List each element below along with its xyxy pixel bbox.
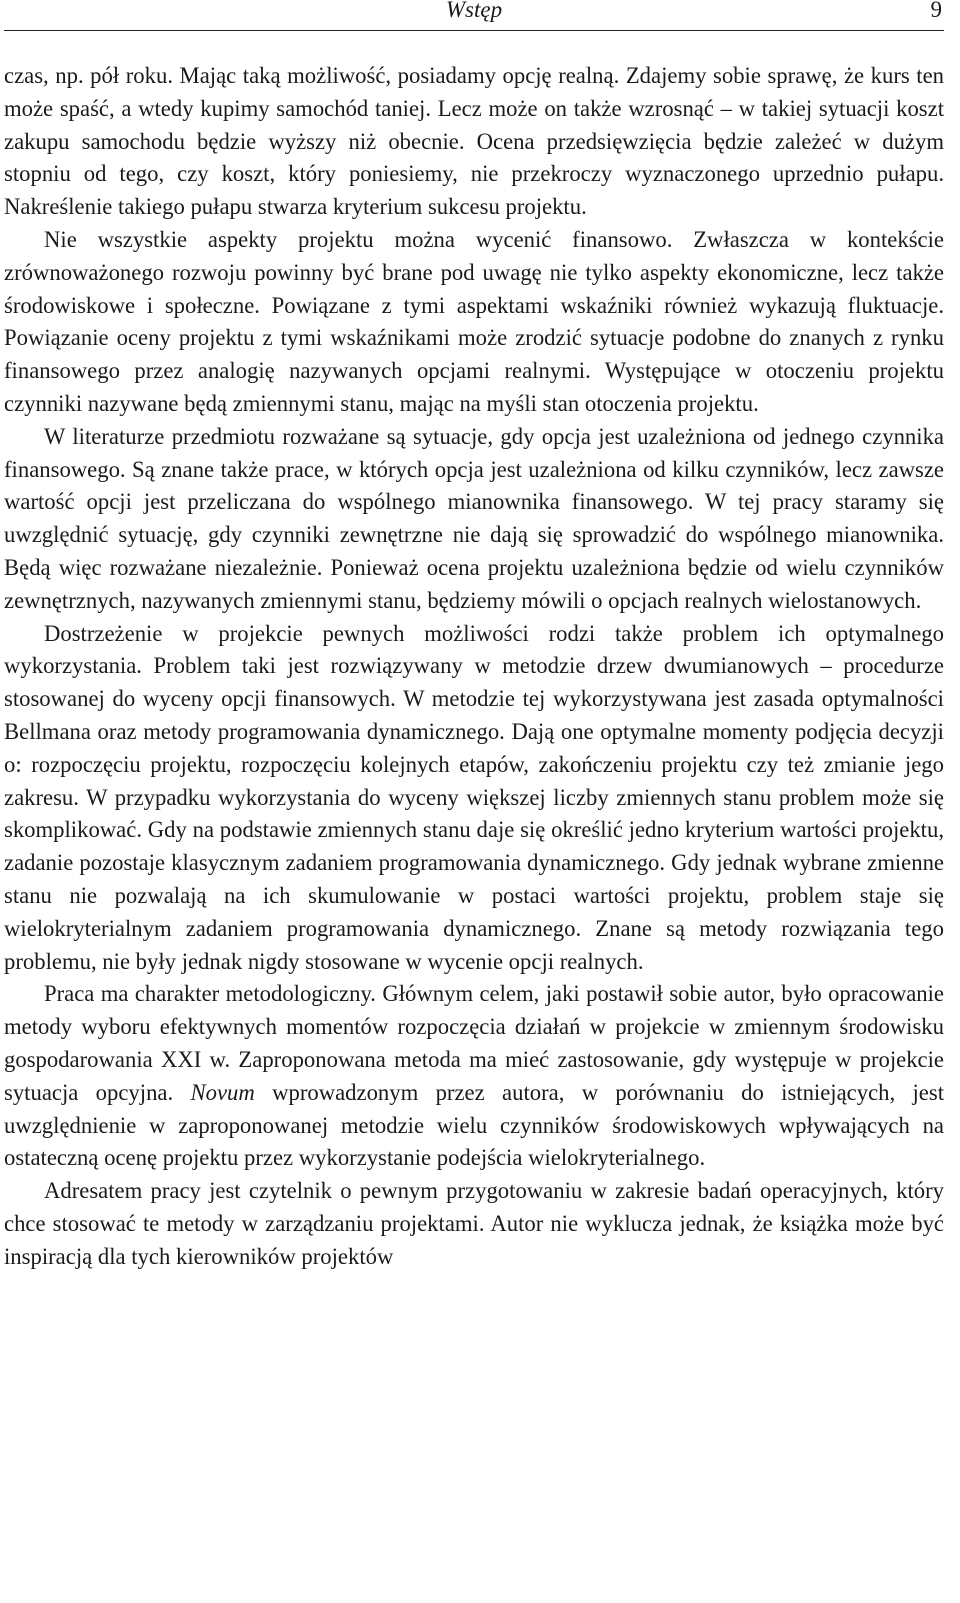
page-number: 9 xyxy=(930,0,942,22)
running-header xyxy=(4,0,944,31)
paragraph-with-emphasis xyxy=(4,978,944,1175)
paragraph: Adresatem pracy jest czytelnik o pewnym przygotowaniu w zakresie badań operacyjnych, który chce stosować te metody w zarządzaniu projektami. Autor nie wyklucza jednak, że książka może być inspiracją dla tych kierowników projektów xyxy=(4,1178,944,1269)
emphasized-term: Novum xyxy=(190,1079,255,1105)
paragraph-continuation: czas, np. pół roku. Mając taką możliwość, posiadamy opcję realną. Zdajemy sobie sprawę, że kurs ten może spaść, a wtedy kupimy samochód taniej. Lecz może on także wzrosnąć – w takiej sytuacji koszt zakupu samochodu będzie wyższy niż obecnie. Ocena przedsięwzięcia będzie zależeć w dużym stopniu od tego, czy koszt, który poniesiemy, nie przekroczy wyznaczonego uprzednio pułapu. Nakreślenie takiego pułapu stwarza kryterium sukcesu projektu. xyxy=(4,63,944,220)
paragraph-text: wprowadzonym przez autora, w porównaniu do istniejących, jest uwzględnienie w zaproponowanej metodzie wielu czynników środowiskowych wpływających na ostateczną ocenę projektu przez wykorzystanie podejścia wielokryterialnego. xyxy=(4,1079,944,1171)
paragraph: Dostrzeżenie w projekcie pewnych możliwości rodzi także problem ich optymalnego wykorzystania. Problem taki jest rozwiązywany w metodzie drzew dwumianowych – procedurze stosowanej do wyceny opcji finansowych. W metodzie tej wykorzystywana jest zasada optymalności Bellmana oraz metody programowania dynamicznego. Dają one optymalne momenty podjęcia decyzji o: rozpoczęciu projektu, rozpoczęciu kolejnych etapów, zakończeniu projektu czy też zmianie jego zakresu. W przypadku wykorzystania do wyceny większej liczby zmiennych stanu problem może się skomplikować. Gdy na podstawie zmiennych stanu daje się określić jedno kryterium wartości projektu, zadanie pozostaje klasycznym zadaniem programowania dynamicznego. Gdy jednak wybrane zmienne stanu nie pozwalają na ich skumulowanie w postaci wartości projektu, problem staje się wielokryterialnym zadaniem programowania dynamicznego. Znane są metody rozwiązania tego problemu, nie były jednak nigdy stosowane w wycenie opcji realnych. xyxy=(4,620,944,974)
paragraph: W literaturze przedmiotu rozważane są sytuacje, gdy opcja jest uzależniona od jednego czynnika finansowego. Są znane także prace, w których opcja jest uzależniona od kilku czynników, lecz zawsze wartość opcji jest przeliczana do wspólnego mianownika finansowego. W tej pracy staramy się uwzględnić sytuację, gdy czynniki zewnętrzne nie dają się sprowadzić do wspólnego mianownika. Będą więc rozważane niezależnie. Ponieważ ocena projektu uzależniona będzie od wielu czynników zewnętrznych, nazywanych zmiennymi stanu, będziemy mówili o opcjach realnych wielostanowych. xyxy=(4,423,944,613)
paragraph-text: Praca ma charakter metodologiczny. Głównym celem, jaki postawił sobie autor, było opracowanie metody wyboru efektywnych momentów rozpoczęcia działań w projekcie w zmiennym środowisku gospodarowania XXI w. Zaproponowana metoda ma mieć zastosowanie, gdy występuje w projekcie sytuacja opcyjna. xyxy=(4,981,944,1105)
running-title: Wstęp xyxy=(445,0,503,22)
paragraph: Nie wszystkie aspekty projektu można wycenić finansowo. Zwłaszcza w kontekście zrównoważonego rozwoju powinny być brane pod uwagę nie tylko aspekty ekonomiczne, lecz także środowiskowe i społeczne. Powiązane z tymi aspektami wskaźniki również wykazują fluktuacje. Powiązanie oceny projektu z tymi wskaźnikami może zrodzić sytuacje podobne do znanych z rynku finansowego przez analogię nazywanych opcjami realnymi. Występujące w otoczeniu projektu czynniki nazywane będą zmiennymi stanu, mając na myśli stan otoczenia projektu. xyxy=(4,226,944,416)
body-text xyxy=(4,60,944,1273)
